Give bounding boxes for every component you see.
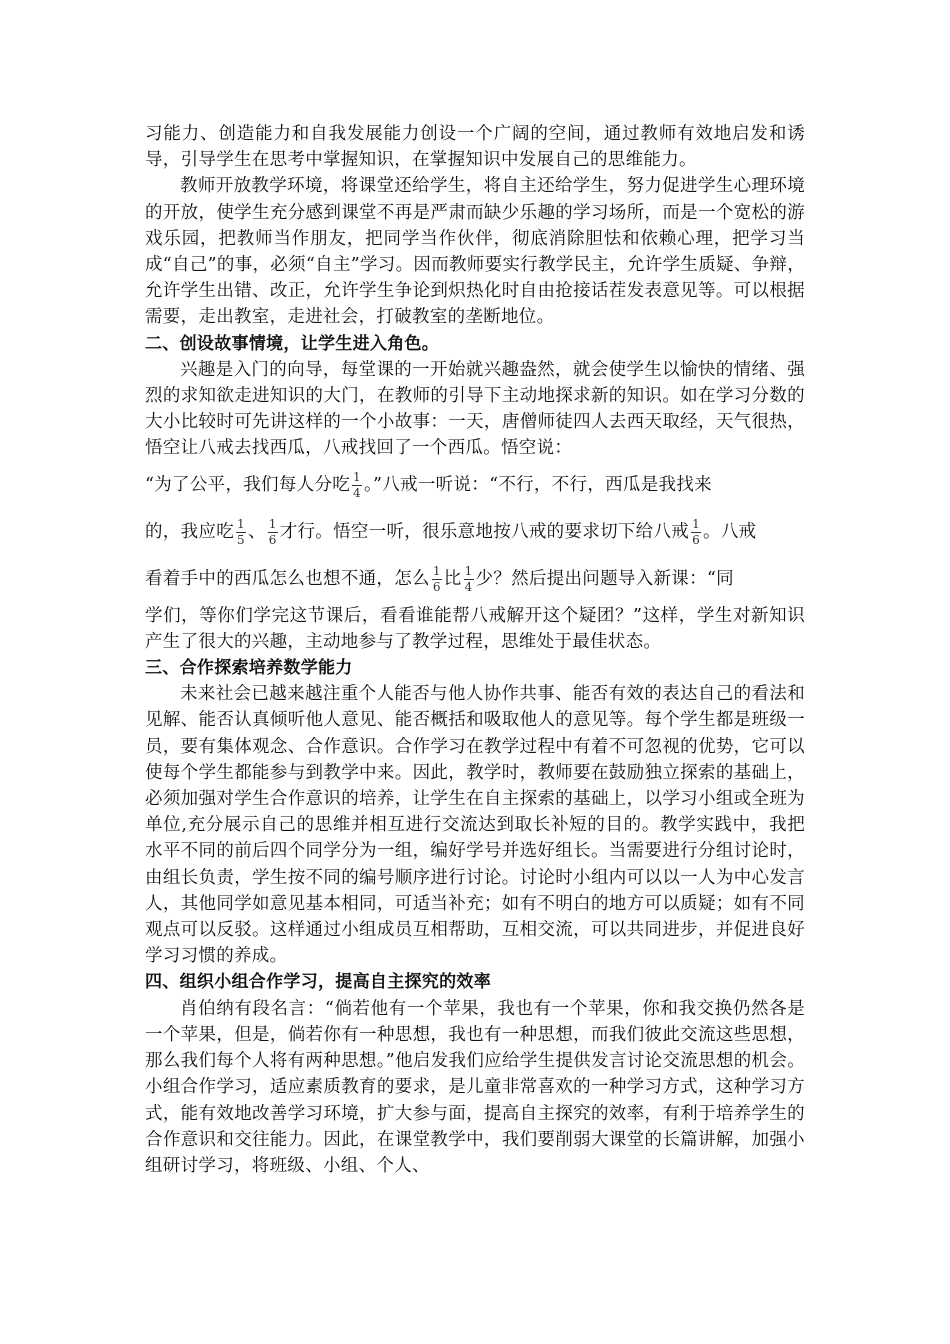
text-segment: 少？然后提出问题导入新课：“同 — [475, 568, 734, 589]
text-segment: 。八戒 — [703, 521, 757, 542]
fraction-one-quarter: $\frac{1}{4}$ — [353, 469, 361, 500]
text-segment: 。”八戒一听说：“不行，不行，西瓜是我找来 — [363, 474, 712, 495]
heading-section-3: 三、合作探索培养数学能力 — [145, 658, 353, 679]
paragraph-open-environment: 教师开放教学环境，将课堂还给学生，将自主还给学生，努力促进学生心理环境的开放，使学生充分感到课堂不再是严肃而缺少乐趣的学习场所，而是一个宽松的游戏乐园，把教师当作朋友，把同学当作伙伴，彻底消除胆怯和依赖心理，把学习当成“自己”的事，必须“自主”学习。因而教师要实行教学民主，允许学生质疑、争辩，允许学生出错、改正，允许学生争论到炽热化时自由抢接话茬发表意见等。可以根据需要，走出教室，走进社会，打破教室的垄断地位。 — [145, 176, 805, 328]
fraction-one-quarter: $\frac{1}{4}$ — [464, 563, 473, 594]
fraction-one-fifth: $\frac{1}{5}$ — [237, 516, 245, 547]
paragraph-story: 兴趣是入门的向导，每堂课的一开始就兴趣盎然，就会使学生以愉快的情绪、强烈的求知欲走进知识的大门，在教师的引导下主动地探求新的知识。如在学习分数的大小比较时可先讲这样的一个小故事：一天，唐僧师徒四人去西天取经，天气很热，悟空让八戒去找西瓜，八戒找回了一个西瓜。悟空说： — [145, 359, 805, 459]
fraction-one-sixth: $\frac{1}{6}$ — [268, 516, 277, 547]
text-segment: 看着手中的西瓜怎么也想不通，怎么 — [145, 568, 430, 589]
fraction-one-sixth: $\frac{1}{6}$ — [432, 563, 441, 594]
story-line-fraction-2 — [145, 509, 805, 556]
paragraph-intro-end: 习能力、创造能力和自我发展能力创设一个广阔的空间，通过教师有效地启发和诱导，引导学生在思考中掌握知识，在掌握知识中发展自己的思维能力。 — [145, 124, 805, 171]
text-segment: “为了公平，我们每人分吃 — [145, 474, 351, 495]
text-segment: 的，我应吃 — [145, 521, 234, 542]
paragraph-story-end: 学们，等你们学完这节课后，看看谁能帮八戒解开这个疑团？”这样，学生对新知识产生了很大的兴趣，主动地参与了教学过程，思维处于最佳状态。 — [145, 605, 805, 652]
text-segment: 才行。悟空一听，很乐意地按八戒的要求切下给八戒 — [279, 521, 690, 542]
heading-section-2: 二、创设故事情境，让学生进入角色。 — [145, 333, 440, 354]
document-page — [145, 121, 805, 1179]
text-segment: 、 — [247, 521, 266, 542]
text-segment: 比 — [443, 568, 462, 589]
story-line-fraction-3 — [145, 556, 805, 603]
story-line-fraction-1 — [145, 462, 805, 509]
paragraph-group-learning: 肖伯纳有段名言：“倘若他有一个苹果，我也有一个苹果，你和我交换仍然各是一个苹果，但是，倘若你有一种思想，我也有一种思想，而我们彼此交流这些思想，那么我们每个人将有两种思想。”他启发我们应给学生提供发言讨论交流思想的机会。小组合作学习，适应素质教育的要求，是儿童非常喜欢的一种学习方式，这种学习方式，能有效地改善学习环境，扩大参与面，提高自主探究的效率，有利于培养学生的合作意识和交往能力。因此，在课堂教学中，我们要削弱大课堂的长篇讲解，加强小组研讨学习，将班级、小组、个人、 — [145, 998, 805, 1176]
fraction-one-sixth: $\frac{1}{6}$ — [692, 516, 701, 547]
heading-section-4: 四、组织小组合作学习，提高自主探究的效率 — [145, 972, 491, 993]
paragraph-cooperation: 未来社会已越来越注重个人能否与他人协作共事、能否有效的表达自己的看法和见解、能否认真倾听他人意见、能否概括和吸取他人的意见等。每个学生都是班级一员，要有集体观念、合作意识。合作学习在教学过程中有着不可忽视的优势，它可以使每个学生都能参与到教学中来。因此，教学时，教师要在鼓励独立探索的基础上，必须加强对学生合作意识的培养，让学生在自主探索的基础上，以学习小组或全班为单位,充分展示自己的思维并相互进行交流达到取长补短的目的。教学实践中，我把水平不同的前后四个同学分为一组，编好学号并选好组长。当需要进行分组讨论时，由组长负责，学生按不同的编号顺序进行讨论。讨论时小组内可以以一人为中心发言人，其他同学如意见基本相同，可适当补充；如有不明白的地方可以质疑；如有不同观点可以反驳。这样通过小组成员互相帮助，互相交流，可以共同进步，并促进良好学习习惯的养成。 — [145, 684, 805, 967]
